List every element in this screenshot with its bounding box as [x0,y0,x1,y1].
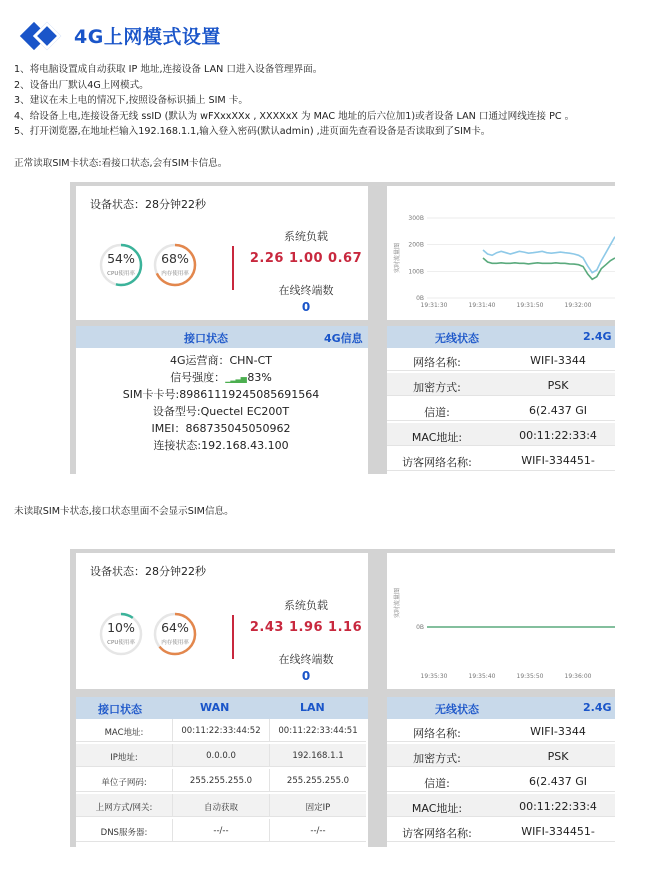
cpu-gauge [98,611,144,657]
wireless-row-key: 信道: [424,406,450,419]
column-divider [269,719,270,742]
table-cell: --/-- [310,826,326,836]
column-divider [172,769,173,792]
wireless-row-key: MAC地址: [411,802,463,815]
traffic-chart-panel [387,186,615,320]
signal-bars-icon: ▁▂▃▅ [225,374,248,383]
wireless-row-key: 访客网络名称: [402,456,472,469]
instruction-steps [14,62,654,140]
table-cell: --/-- [213,826,229,836]
x-tick-label: 19:35:50 [516,673,544,680]
x-tick-label: 19:36:00 [564,673,592,680]
table-cell: IP地址: [110,753,138,763]
x-tick-label: 19:32:00 [564,302,592,309]
system-load-label: 系统负载 [284,599,328,612]
column-divider [269,794,270,817]
device-status-panel [76,553,368,689]
wireless-row [387,769,615,792]
column-divider [269,769,270,792]
table-cell: 00:11:22:33:44:52 [181,726,261,736]
cpu-percent: 10% [107,620,135,635]
interface-status-title: 接口状态 [184,332,228,345]
diamond-logo-icon [20,23,60,49]
table-cell: 上网方式/网关: [95,803,153,813]
screenshot-sim-detected [70,182,615,474]
info-operator: 4G运营商：CHN-CT [169,354,273,367]
lan-column-header: LAN [300,701,325,714]
screenshot-sim-not-detected [70,549,615,847]
step-1: 1、将电脑设置成自动获取 IP 地址,连接设备 LAN 口进入设备管理界面。 [14,64,323,75]
table-cell: 0.0.0.0 [206,751,236,761]
info-signal [76,369,366,385]
cpu-percent: 54% [107,251,135,266]
wireless-row [387,398,615,421]
column-divider [172,819,173,842]
step-2: 2、设备出厂默认4G上网模式。 [14,79,149,91]
wireless-row [387,448,615,471]
y-tick-label: 100B [408,268,424,276]
wireless-status-title: 无线状态 [435,703,479,716]
memory-label: 内存使用率 [161,271,189,277]
interface-4g-tag: 4G信息 [324,332,363,345]
interface-table-header [76,697,368,719]
paragraph-sim-read: 正常读取SIM卡状态:看接口状态,会有SIM卡信息。 [14,158,228,169]
table-cell: 固定IP [305,803,331,813]
device-status-text: 设备状态：28分钟22秒 [90,565,206,578]
column-divider [269,744,270,767]
table-row [76,819,366,842]
table-row [76,769,366,792]
traffic-chart-panel [387,553,615,689]
y-tick-label: 0B [416,295,424,302]
wireless-row-value: WIFI-334451- [521,825,595,838]
doc-header [20,22,221,49]
wireless-row-key: 网络名称: [413,727,461,740]
traffic-chart [387,553,615,689]
memory-gauge [152,242,198,288]
y-tick-label: 300B [408,215,424,222]
online-terminals-value: 0 [301,669,311,683]
wireless-row-value: WIFI-3344 [530,354,586,367]
wireless-row-key: 加密方式: [413,752,461,765]
info-sim-number: SIM卡卡号:89861119245085691564 [122,388,320,401]
wireless-row [387,719,615,742]
interface-status-header [76,326,368,348]
series-line [483,237,615,273]
traffic-chart [387,186,615,320]
y-tick-label: 200B [408,241,424,249]
memory-label: 内存使用率 [161,640,189,646]
table-cell: 192.168.1.1 [292,751,344,761]
wireless-row-key: 信道: [424,777,450,790]
column-divider [172,794,173,817]
wireless-row-value: WIFI-3344 [530,725,586,738]
wireless-status-panel [387,697,615,847]
table-cell: DNS服务器: [100,828,148,838]
x-tick-label: 19:35:30 [420,673,448,680]
info-device-model: 设备型号:Quectel EC200T [152,405,290,418]
wireless-row [387,373,615,396]
wireless-row [387,819,615,842]
wireless-row-key: MAC地址: [411,431,463,444]
divider-bar [232,246,234,290]
wireless-row-value: 00:11:22:33:4 [519,429,597,442]
signal-value: 83% [247,371,272,384]
interface-status-title: 接口状态 [98,703,142,716]
cpu-gauge [98,242,144,288]
memory-percent: 64% [161,620,189,635]
wireless-row-value: 00:11:22:33:4 [519,800,597,813]
x-tick-label: 19:31:40 [468,302,496,309]
y-axis-label: 实时流量图 [394,242,401,274]
series-line [483,258,615,279]
table-cell: 255.255.255.0 [189,776,253,786]
wireless-status-header [387,697,615,719]
device-status-text: 设备状态：28分钟22秒 [90,198,206,211]
wireless-row-value: 6(2.437 GI [528,775,588,788]
table-row [76,794,366,817]
column-divider [172,744,173,767]
wireless-band: 2.4G [583,330,612,343]
table-cell: MAC地址: [104,728,144,738]
interface-status-panel [76,326,368,474]
system-load-value: 2.43 1.96 1.16 [249,620,363,635]
wireless-row [387,348,615,371]
paragraph-sim-not-read: 未读取SIM卡状态,接口状态里面不会显示SIM信息。 [14,506,234,517]
wireless-row-key: 访客网络名称: [402,827,472,840]
x-tick-label: 19:31:50 [516,302,544,309]
online-terminals-label: 在线终端数 [278,653,334,666]
x-tick-label: 19:35:40 [468,673,496,680]
table-row [76,744,366,767]
step-4: 4、给设备上电,连接设备无线 ssID (默认为 wFXxxXXx , XXXXxX 为 MAC 地址的后六位加1)或者设备 LAN 口通过网线连接 PC 。 [14,110,575,122]
page-title: 4G上网模式设置 [74,26,221,48]
wireless-status-header [387,326,615,348]
wireless-row-key: 网络名称: [413,356,461,369]
info-connection: 连接状态:192.168.43.100 [153,439,289,452]
wireless-row-value: WIFI-334451- [521,454,595,467]
memory-gauge [152,611,198,657]
y-axis-label: 实时流量图 [394,587,401,619]
wireless-row [387,794,615,817]
table-cell: 单位子网码: [101,778,147,788]
info-imei: IMEI：868735045050962 [151,422,291,435]
wan-column-header: WAN [200,701,230,714]
column-divider [269,819,270,842]
wireless-status-title: 无线状态 [435,332,479,345]
online-terminals-label: 在线终端数 [278,284,334,297]
device-status-panel [76,186,368,320]
wireless-band: 2.4G [583,701,612,714]
wireless-row-value: 6(2.437 GI [528,404,588,417]
column-divider [172,719,173,742]
y-tick-label: 0B [416,624,424,631]
step-3: 3、建议在未上电的情况下,按照设备标识插上 SIM 卡。 [14,95,248,107]
wireless-row-key: 加密方式: [413,381,461,394]
table-cell: 00:11:22:33:44:51 [278,726,358,736]
wireless-row [387,423,615,446]
system-load-value: 2.26 1.00 0.67 [249,251,363,266]
cpu-label: CPU使用率 [107,640,135,646]
wireless-row [387,744,615,767]
table-cell: 255.255.255.0 [286,776,350,786]
wireless-row-value: PSK [547,750,569,763]
wireless-row-value: PSK [547,379,569,392]
table-row [76,719,366,742]
cpu-label: CPU使用率 [107,271,135,277]
step-5: 5、打开浏览器,在地址栏输入192.168.1.1,输入登入密码(默认admin) ,进页面先查看设备是否读取到了SIM卡。 [14,126,491,138]
memory-percent: 68% [161,251,189,266]
divider-bar [232,615,234,659]
signal-label: 信号强度： [170,371,226,384]
x-tick-label: 19:31:30 [420,302,448,309]
system-load-label: 系统负载 [284,230,328,243]
table-cell: 自动获取 [203,803,238,813]
interface-status-table [76,697,368,847]
wireless-status-panel [387,326,615,474]
online-terminals-value: 0 [301,300,311,314]
